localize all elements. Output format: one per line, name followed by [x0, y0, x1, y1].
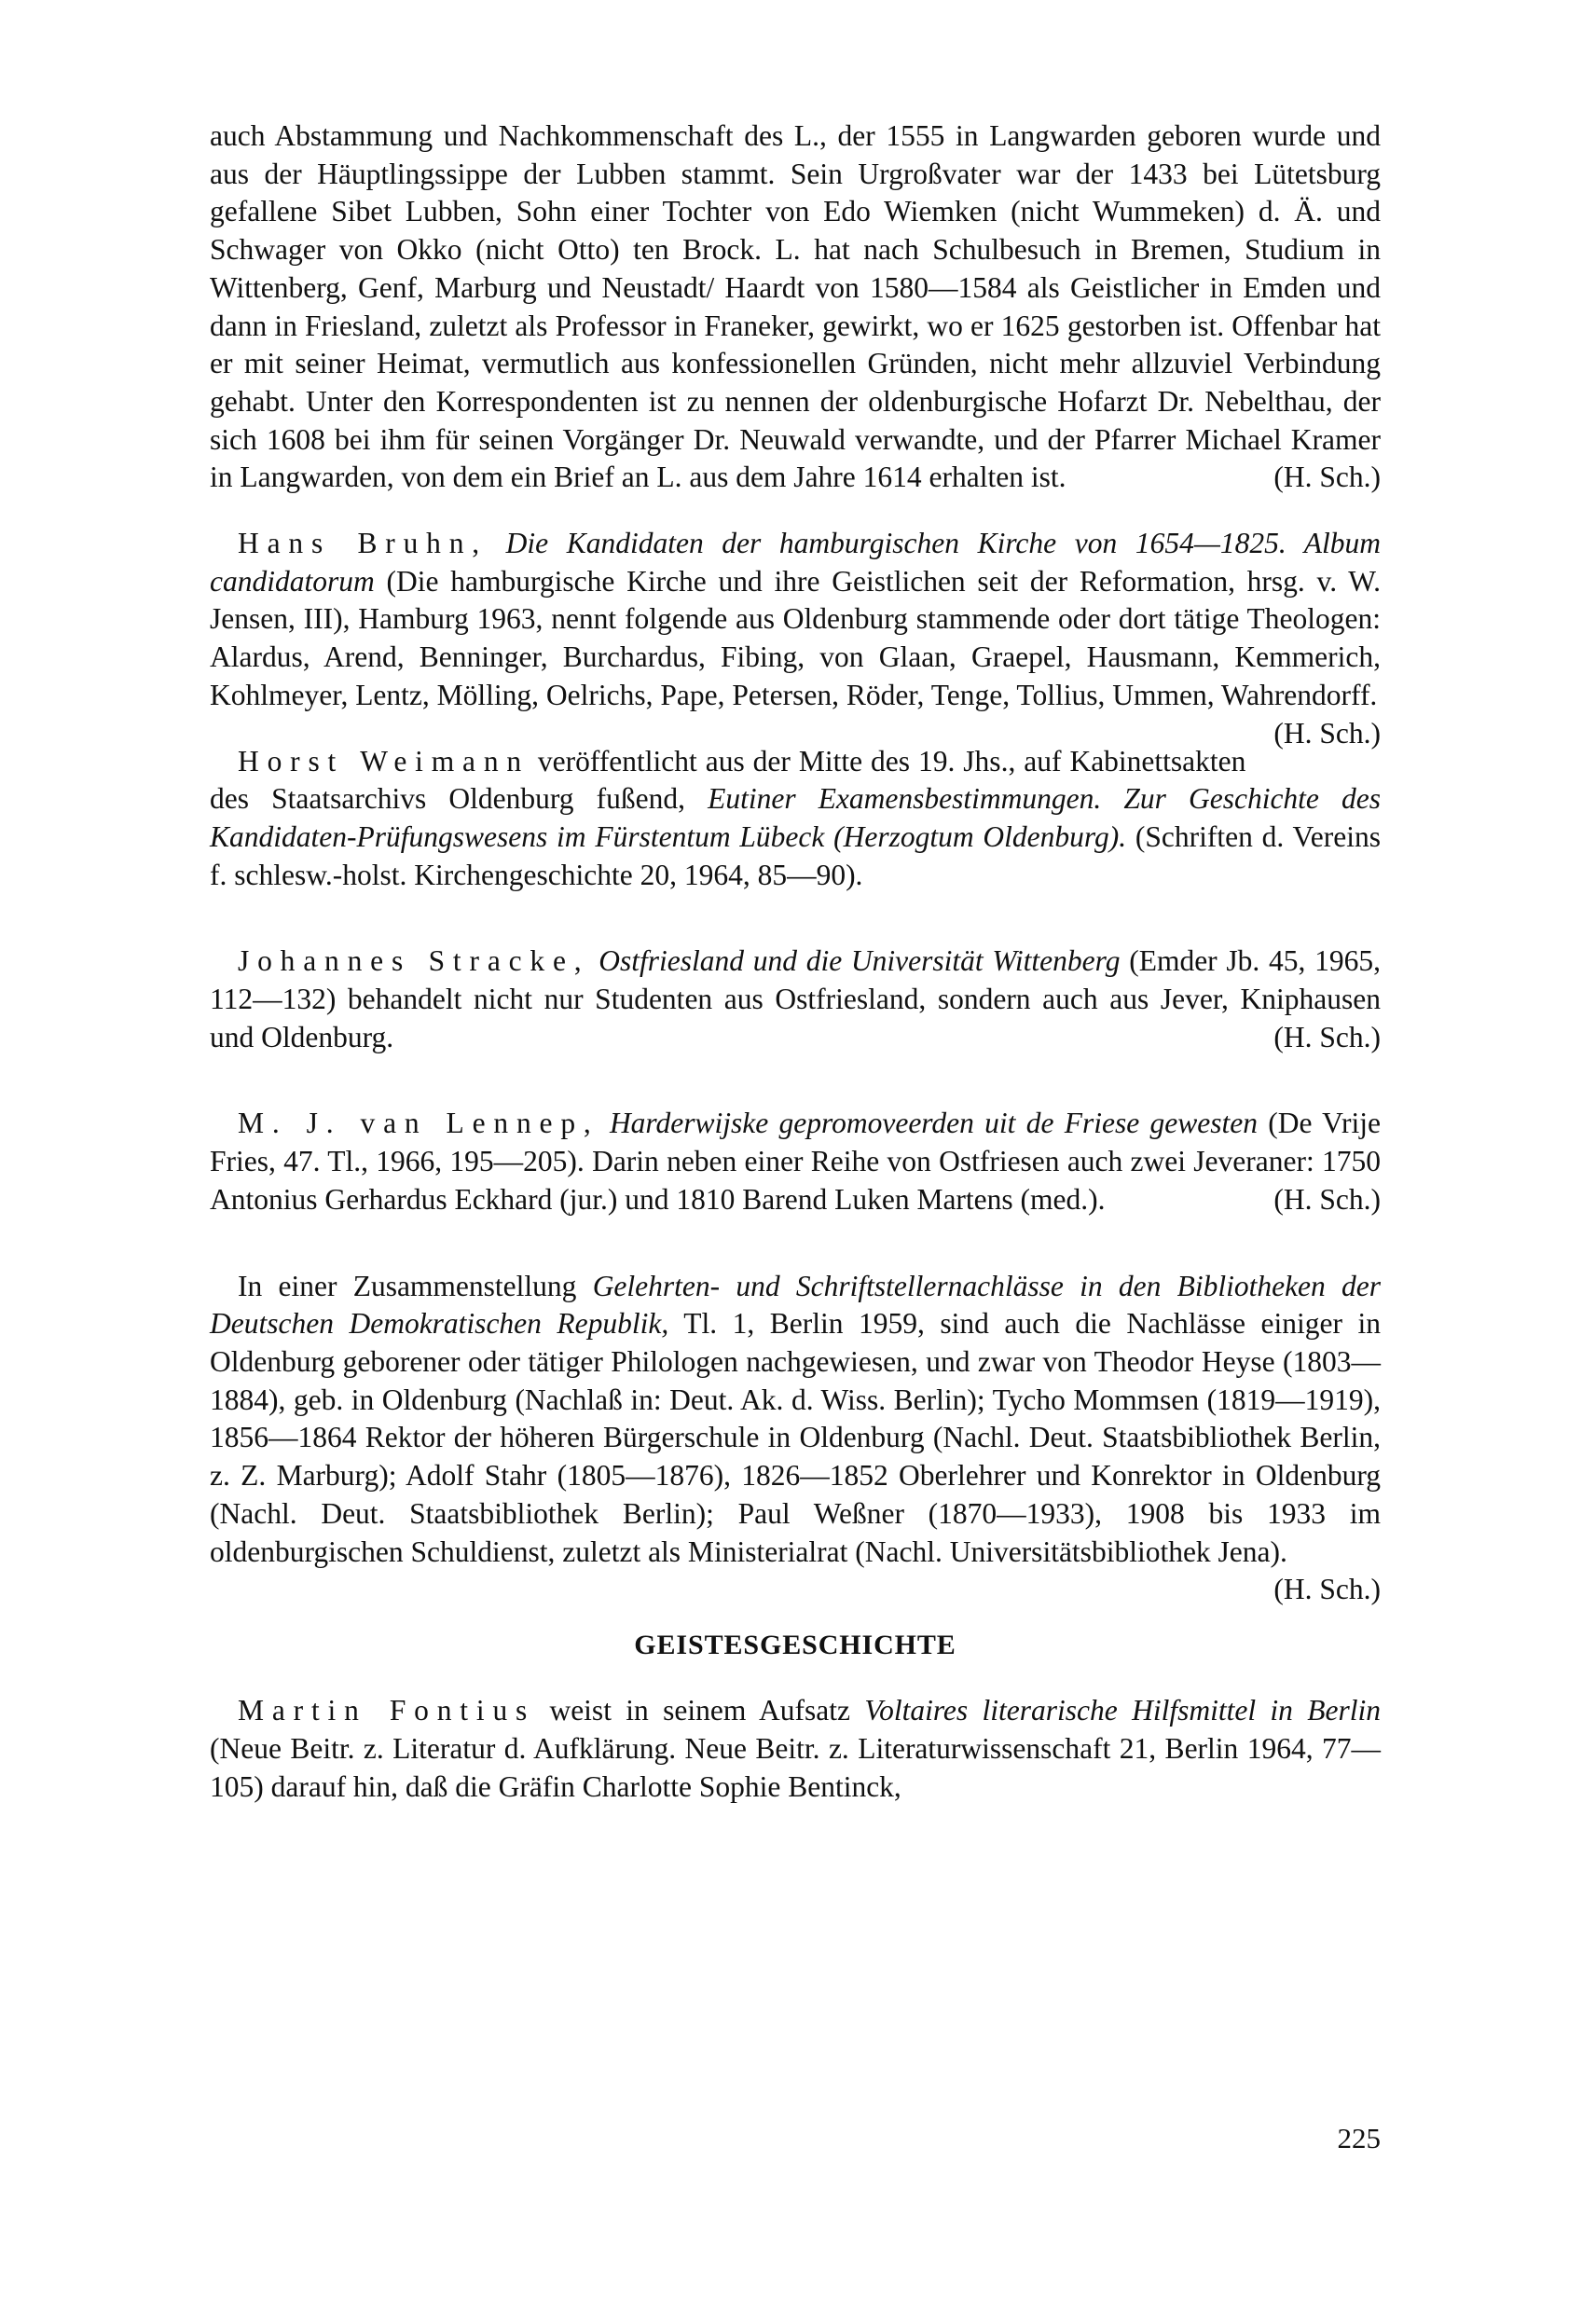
author-name: Johannes Stracke, [238, 944, 590, 978]
paragraph-lennep [210, 1105, 1381, 1218]
signature: (H. Sch.) [1273, 1020, 1381, 1053]
paragraph-lubben [210, 117, 1381, 497]
paragraph-text: auch Abstammung und Nachkommenschaft des L., der 1555 in Langwarden geboren wurde und aus der Häuptlingssippe der Lubben stammt. Sein Urgroßvater war der 1433 bei Lütetsburg gefallene Sibet Lubben, Sohn einer Tochter von Edo Wiemken (nicht Wummeken) d. Ä. und Schwager von Okko (nicht Otto) ten Brock. L. hat nach Schulbesuch in Bremen, Studium in Wittenberg, Genf, Marburg und Neustadt/ Haardt von 1580—1584 als Geistlicher in Emden und dann in Friesland, zuletzt als Professor in Franeker, gewirkt, wo er 1625 gestorben ist. Offenbar hat er mit seiner Heimat, vermutlich aus konfessionellen Gründen, nicht mehr allzuviel Verbindung gehabt. Unter den Korrespondenten ist zu nennen der oldenburgische Hofarzt Dr. Nebelthau, der sich 1608 bei ihm für seinen Vorgänger Dr. Neuwald verwandte, und der Pfarrer Michael Kramer in Langwarden, von dem ein Brief an L. aus dem Jahre 1614 erhalten ist. [210, 119, 1381, 494]
signature: (H. Sch.) [1273, 1182, 1381, 1216]
section-heading: GEISTESGESCHICHTE [634, 1630, 956, 1661]
paragraph-text: (Schriften d. Vereins f. schlesw.-holst. Kirchengeschichte 20, 1964, 85—90). [210, 819, 1381, 891]
paragraph-text: (Emder Jb. 45, 1965, 112—132) behandelt nicht nur Studenten aus Ostfriesland, sondern auch aus Jever, Kniphausen und Oldenburg. [210, 944, 1382, 1053]
work-title: Die Kandidaten der hamburgischen Kirche von 1654—1825. Album candidatorum [210, 527, 1381, 598]
signature: (H. Sch.) [1273, 461, 1381, 494]
paragraph-text: (De Vrije Fries, 47. Tl., 1966, 195—205). Darin neben einer Reihe von Ostfriesen auch zwei Jeveraner: 1750 Antonius Gerhardus Eckhard (jur.) und 1810 Barend Luken Martens (med.). [210, 1107, 1382, 1216]
paragraph-text: (Die hamburgische Kirche und ihre Geistlichen seit der Reformation, hrsg. v. W. Jensen, III), Hamburg 1963, nennt folgende aus Oldenburg stammende oder dort tätige Theologen: Alardus, Arend, Benninger, Burchardus, Fibing, von Glaan, Graepel, Hausmann, Kemmerich, Kohlmeyer, Lentz, Mölling, Oelrichs, Pape, Petersen, Röder, Tenge, Tollius, Ummen, Wahrendorff. [210, 564, 1382, 711]
work-title: Harderwijske gepromoveerden uit de Friese gewesten [609, 1107, 1258, 1140]
paragraph-bruhn [210, 525, 1382, 750]
paragraph-text: veröffentlicht aus der Mitte des 19. Jhs., auf Kabinettsakten des Staatsarchivs Oldenburg fußend, [210, 744, 1246, 816]
author-name: Horst Weimann [238, 744, 530, 778]
paragraph-text: (Neue Beitr. z. Literatur d. Aufklärung. Neue Beitr. z. Literaturwissenschaft 21, Berlin 1964, 77—105) darauf hin, daß die Gräfin Charlotte Sophie Bentinck, [210, 1731, 1381, 1803]
work-title: Voltaires literarische Hilfsmittel in Berlin [864, 1694, 1382, 1727]
paragraph-text: In einer Zusammenstellung [238, 1269, 577, 1302]
paragraph-fontius [210, 1692, 1381, 1806]
author-name: Hans Bruhn, [238, 527, 488, 560]
paragraph-text: Tl. 1, Berlin 1959, sind auch die Nachlässe einiger in Oldenburg geborener oder tätiger Philologen nachgewiesen, und zwar von Theodor Heyse (1803—1884), geb. in Oldenburg (Nachlaß in: Deut. Ak. d. Wiss. Berlin); Tycho Mommsen (1819—1919), 1856—1864 Rektor der höheren Bürgerschule in Oldenburg (Nachl. Deut. Staatsbibliothek Berlin, z. Z. Marburg); Adolf Stahr (1805—1876), 1826—1852 Oberlehrer und Konrektor in Oldenburg (Nachl. Deut. Staatsbibliothek Berlin); Paul Weßner (1870—1933), 1908 bis 1933 im oldenburgischen Schuldienst, zuletzt als Ministerialrat (Nachl. Universitätsbibliothek Jena). [210, 1307, 1381, 1568]
author-name: Martin Fontius [238, 1694, 536, 1727]
page-body [210, 117, 1381, 1806]
paragraph-nachlaesse [210, 1268, 1382, 1606]
signature: (H. Sch.) [1273, 716, 1381, 750]
paragraph-text: weist in seinem Aufsatz [549, 1694, 850, 1727]
work-title: Ostfriesland und die Universität Wittenberg [598, 944, 1121, 978]
page-number: 225 [1337, 2122, 1381, 2154]
paragraph-weimann [210, 743, 1381, 895]
work-title: Eutiner Examensbestimmungen. Zur Geschichte des Kandidaten-Prüfungswesens im Fürstentum Lübeck (Herzogtum Oldenburg). [210, 782, 1382, 853]
signature: (H. Sch.) [1273, 1573, 1381, 1606]
work-title: Gelehrten- und Schriftstellernachlässe in den Bibliotheken der Deutschen Demokratischen Republik, [210, 1269, 1382, 1341]
author-name: M. J. van Lennep, [238, 1107, 599, 1140]
paragraph-stracke [210, 943, 1381, 1056]
